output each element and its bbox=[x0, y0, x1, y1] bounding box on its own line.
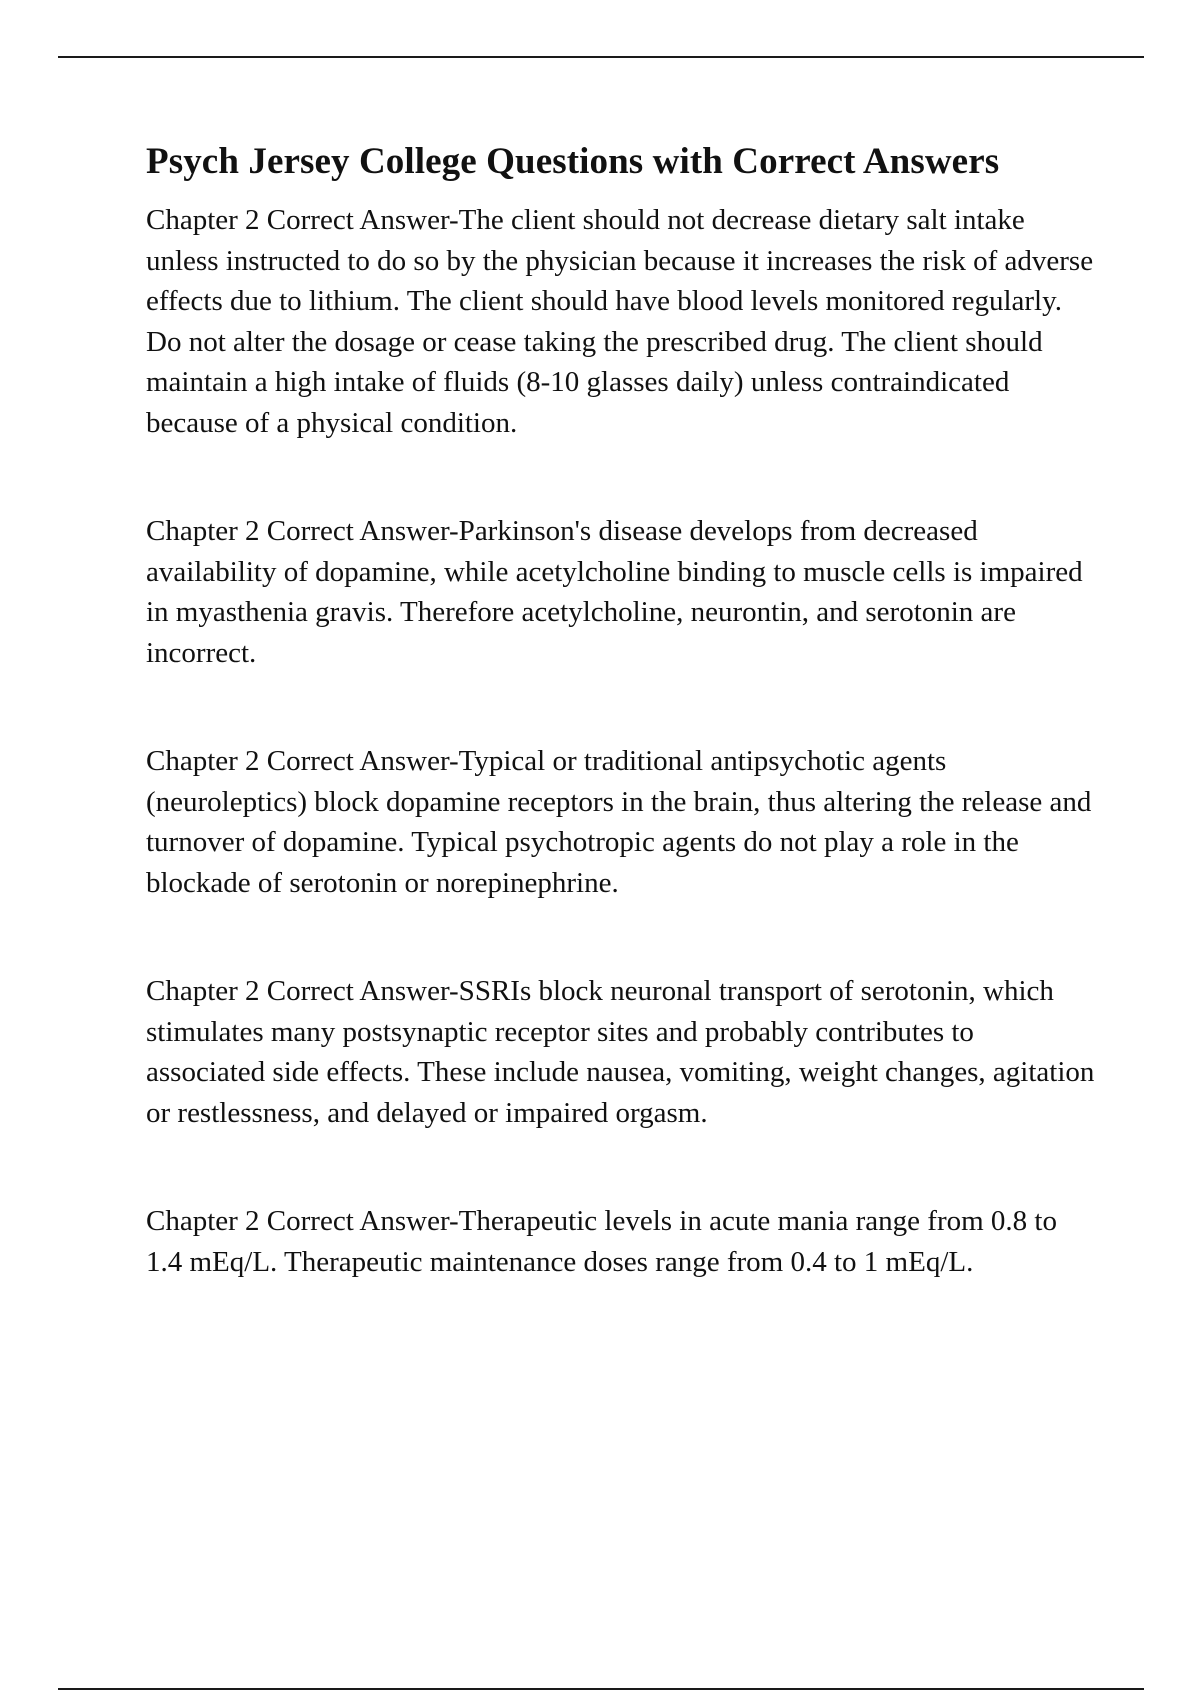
header-divider bbox=[58, 56, 1144, 58]
document-body bbox=[146, 140, 1096, 1282]
answer-paragraph: Chapter 2 Correct Answer-Typical or traditional antipsychotic agents (neuroleptics) block dopamine receptors in the brain, thus altering the release and turnover of dopamine. Typical psychotropic agents do not play a role in the blockade of serotonin or norepinephrine. bbox=[146, 745, 1092, 899]
page-title: Psych Jersey College Questions with Correct Answers bbox=[146, 141, 1000, 182]
answer-paragraph: Chapter 2 Correct Answer-Therapeutic levels in acute mania range from 0.8 to 1.4 mEq/L. Therapeutic maintenance doses range from 0.4 to 1 mEq/L. bbox=[146, 1205, 1057, 1278]
answer-paragraph: Chapter 2 Correct Answer-SSRIs block neuronal transport of serotonin, which stimulates many postsynaptic receptor sites and probably contributes to associated side effects. These include nausea, vomiting, weight changes, agitation or restlessness, and delayed or impaired orgasm. bbox=[146, 975, 1095, 1129]
answer-paragraph: Chapter 2 Correct Answer-The client should not decrease dietary salt intake unless instructed to do so by the physician because it increases the risk of adverse effects due to lithium. The client should have blood levels monitored regularly. Do not alter the dosage or cease taking the prescribed drug. The client should maintain a high intake of fluids (8-10 glasses daily) unless contraindicated because of a physical condition. bbox=[146, 204, 1094, 439]
footer-divider bbox=[58, 1688, 1144, 1690]
answer-paragraph: Chapter 2 Correct Answer-Parkinson's disease develops from decreased availability of dopamine, while acetylcholine binding to muscle cells is impaired in myasthenia gravis. Therefore acetylcholine, neurontin, and serotonin are incorrect. bbox=[146, 515, 1083, 669]
